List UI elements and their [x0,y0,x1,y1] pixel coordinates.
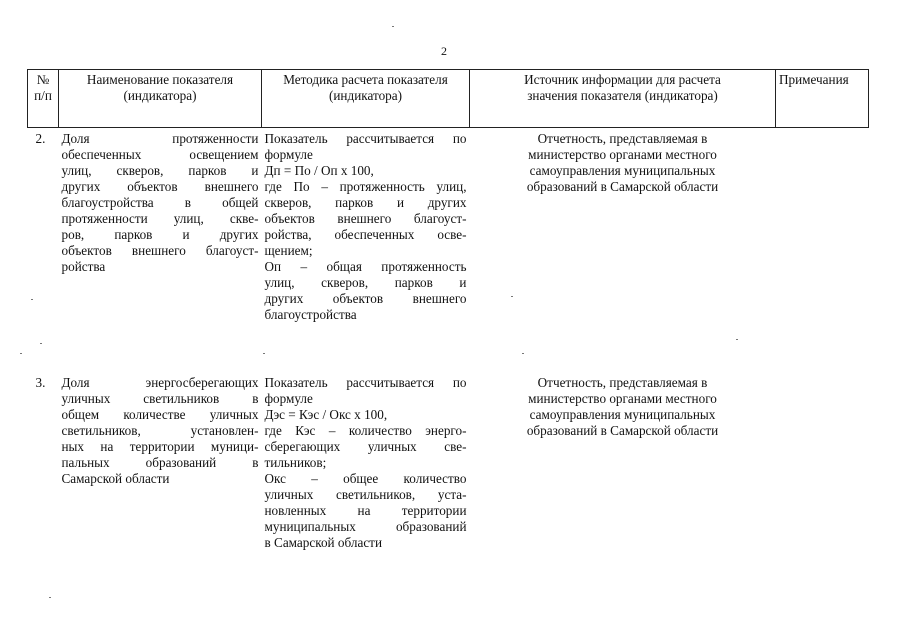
indicator-name-line: улиц, скверов, парков и [61,163,259,178]
information-source-line: самоуправления муниципальных [529,406,716,422]
calculation-method-line: благоустройства [264,307,357,322]
information-source-line: образований в Самарской области [526,422,719,438]
table-header-row [28,70,869,128]
information-source-line: самоуправления муниципальных [529,163,716,178]
scan-speck [511,296,513,297]
indicator-name-line: других объектов внешнего [61,179,259,194]
information-source-line: Отчетность, представляемая в [537,374,708,390]
calculation-method-line: скверов, парков и других [264,195,467,210]
calculation-method-line: других объектов внешнего [264,291,467,306]
calculation-method-line: тильников; [264,454,327,470]
row-number: 2. [35,131,46,146]
calculation-method-line: формуле [264,147,313,162]
calculation-method-line: формуле [264,390,313,406]
information-source-line: министерство органами местного [528,147,717,162]
indicator-name-line: Доля энергосберегающих [61,374,259,390]
scan-speck [522,353,524,354]
header-method [262,70,470,128]
header-num-line-2: п/п [34,88,52,103]
indicator-name-line: объектов внешнего благоуст- [61,243,259,258]
header-note-label: Примечания [779,72,849,87]
note-cell [776,128,869,372]
calculation-method-line: Показатель рассчитывается по [264,374,467,390]
information-source-line: министерство органами местного [528,390,717,406]
header-source [470,70,776,128]
calculation-method-line: Оп – общая протяженность [264,259,467,274]
calculation-method-line: в Самарской области [264,534,382,550]
indicator-name-line: Доля протяженности [61,131,259,146]
calculation-method-line: Дэс = Кэс / Окс х 100, [264,406,388,422]
header-name [59,70,262,128]
information-source [470,372,776,551]
indicator-name-line: ройства [61,259,106,274]
scan-speck [392,26,394,27]
scan-speck [263,353,265,354]
indicators-table [27,69,869,551]
header-method-line-2: (индикатора) [328,88,402,103]
note-cell [776,372,869,551]
header-source-line-1: Источник информации для расчета [524,72,721,87]
indicator-name-line: пальных образований в [61,454,259,470]
calculation-method-line: улиц, скверов, парков и [264,275,467,290]
indicator-name-line: Самарской области [61,470,170,486]
information-source-line: Отчетность, представляемая в [537,131,708,146]
calculation-method-line: Окс – общее количество [264,470,467,486]
information-source [470,128,776,372]
table-row [28,128,869,372]
indicator-name-line: обеспеченных освещением [61,147,259,162]
calculation-method [262,128,470,372]
indicator-name-line: благоустройства в общей [61,195,259,210]
indicator-name-line: протяженности улиц, скве- [61,211,259,226]
calculation-method-line: ройства, обеспеченных осве- [264,227,467,242]
indicator-name-line: уличных светильников в [61,390,259,406]
header-name-line-2: (индикатора) [123,88,197,103]
scan-speck [40,343,42,344]
calculation-method [262,372,470,551]
page-number: 2 [441,44,447,58]
header-num [28,70,59,128]
information-source-line: образований в Самарской области [526,179,719,194]
row-number: 3. [35,374,46,390]
calculation-method-line: щением; [264,243,313,258]
indicator-name-line: общем количестве уличных [61,406,259,422]
calculation-method-line: где Кэс – количество энерго- [264,422,467,438]
indicator-name [59,128,262,372]
scan-speck [736,339,738,340]
calculation-method-line: муниципальных образований [264,518,467,534]
header-num-line-1: № [36,72,50,87]
calculation-method-line: Дп = По / Оп х 100, [264,163,374,178]
indicator-name [59,372,262,551]
calculation-method-line: объектов внешнего благоуст- [264,211,467,226]
scan-speck [31,299,33,300]
calculation-method-line: сберегающих уличных све- [264,438,467,454]
indicator-name-line: ров, парков и других [61,227,259,242]
header-method-line-1: Методика расчета показателя [283,72,448,87]
calculation-method-line: где По – протяженность улиц, [264,179,467,194]
scan-speck [20,353,22,354]
indicator-name-line: ных на территории муници- [61,438,259,454]
calculation-method-line: Показатель рассчитывается по [264,131,467,146]
header-source-line-2: значения показателя (индикатора) [527,88,718,103]
calculation-method-line: новленных на территории [264,502,467,518]
indicator-name-line: светильников, установлен- [61,422,259,438]
calculation-method-line: уличных светильников, уста- [264,486,467,502]
header-note [776,70,869,128]
header-name-line-1: Наименование показателя [86,72,234,87]
table-row [28,372,869,551]
scan-speck [49,597,51,598]
